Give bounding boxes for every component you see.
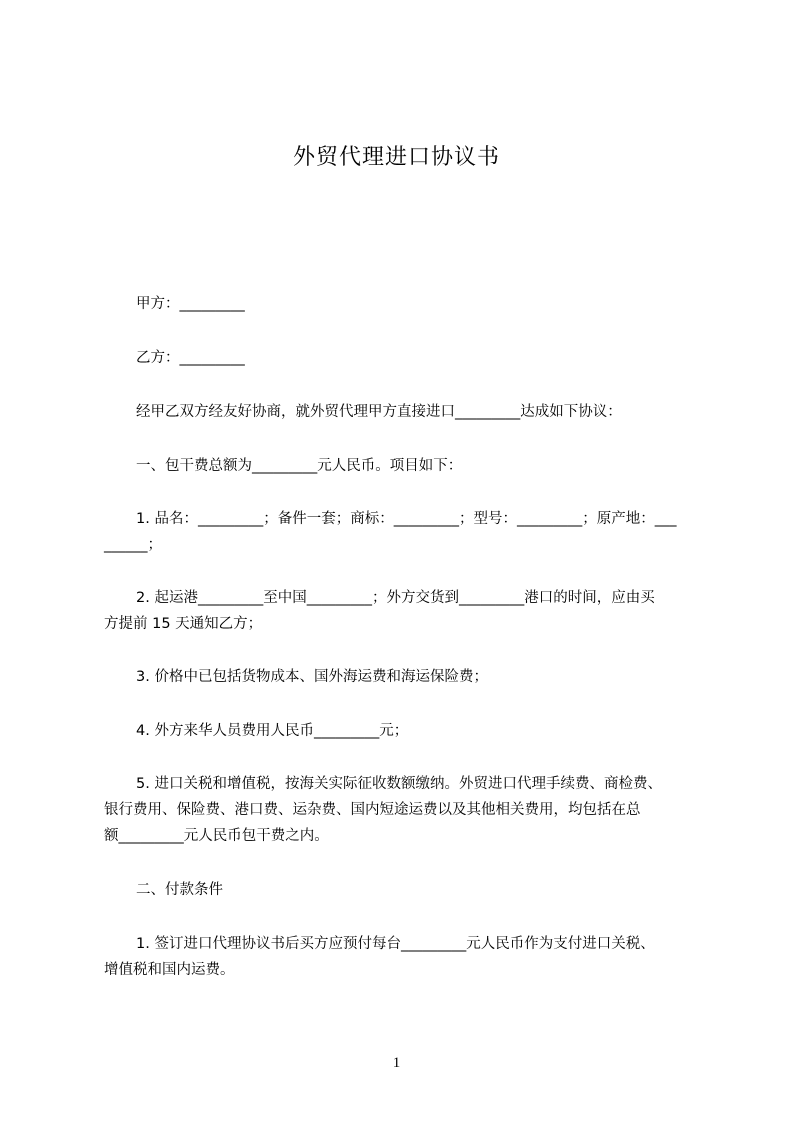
- intro-paragraph: 经甲乙双方经友好协商，就外贸代理甲方直接进口_________达成如下协议：: [136, 404, 622, 420]
- item2-line2: 方提前 15 天通知乙方；: [104, 616, 263, 632]
- section2-heading: 二、付款条件: [136, 882, 223, 898]
- item4-line: 4. 外方来华人员费用人民币_________元；: [136, 723, 409, 739]
- pay1-line2: 增值税和国内运费。: [104, 962, 235, 978]
- item5-line2: 银行费用、保险费、港口费、运杂费、国内短途运费以及其他相关费用，均包括在总: [104, 802, 641, 818]
- section1-heading: 一、包干费总额为_________元人民币。项目如下：: [136, 458, 463, 474]
- document-title: 外贸代理进口协议书: [292, 145, 500, 170]
- item1-line1: 1. 品名：_________；备件一套；商标：_________；型号：_________；原产地：___: [136, 511, 677, 527]
- party-a-line: 甲方：_________: [136, 296, 245, 312]
- item5-line1: 5. 进口关税和增值税，按海关实际征收数额缴纳。外贸进口代理手续费、商检费、: [136, 776, 662, 792]
- item1-line2: ______；: [104, 537, 162, 553]
- page-number: 1: [392, 1055, 401, 1071]
- item2-line1: 2. 起运港_________至中国_________；外方交货到_________港口的时间，应由买: [136, 590, 655, 606]
- item3-line: 3. 价格中已包括货物成本、国外海运费和海运保险费；: [136, 669, 488, 685]
- item5-line3: 额_________元人民币包干费之内。: [104, 828, 329, 844]
- pay1-line1: 1. 签订进口代理协议书后买方应预付每台_________元人民币作为支付进口关税、: [136, 936, 655, 952]
- party-b-line: 乙方：_________: [136, 350, 245, 366]
